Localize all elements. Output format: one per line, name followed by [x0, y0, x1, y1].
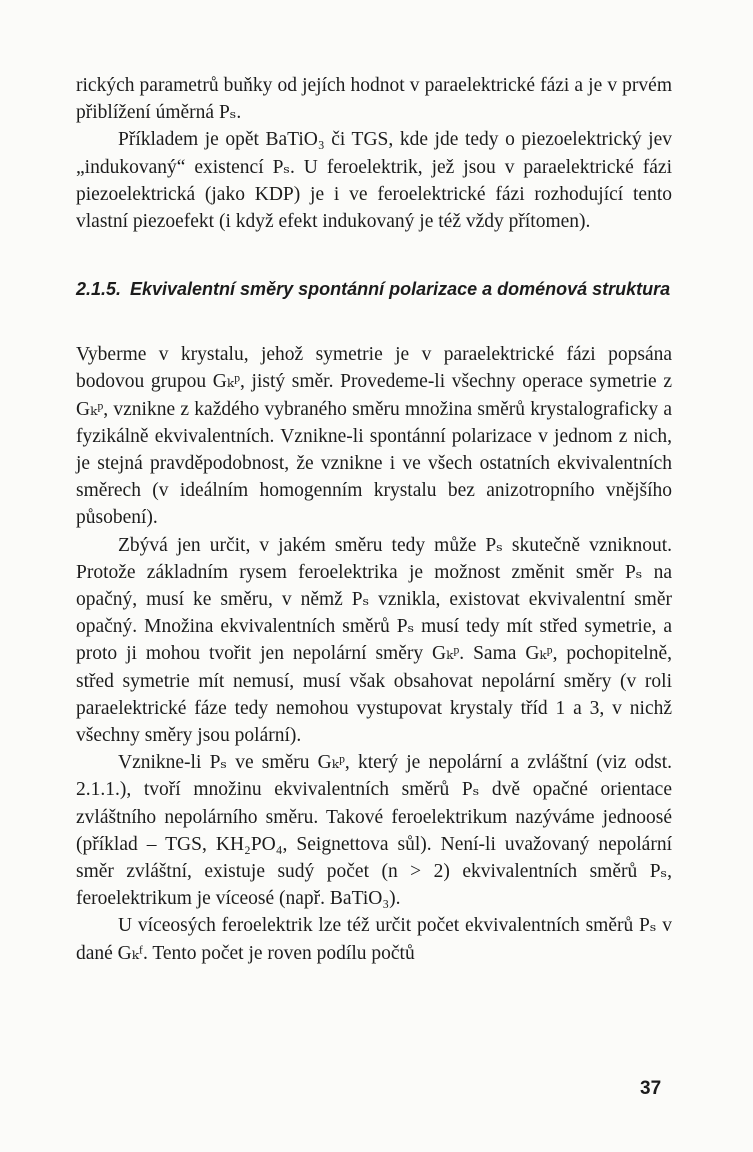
- section-title: Ekvivalentní směry spontánní polarizace a doménová struktura: [130, 279, 671, 300]
- paragraph-2: Příkladem je opět BaTiO₃ či TGS, kde jde tedy o piezoelektrický jev „indukovaný“ existencí Pₛ. U feroelektrik, jež jsou v paraelektrické fázi piezoelektrická (jako KDP) je i ve feroelektrické fázi rozhodující tento vlastní piezoefekt (i když efekt indukovaný je též vždy přítomen).: [76, 129, 672, 233]
- paragraph-5: Vznikne-li Pₛ ve směru Gₖᵖ, který je nepolární a zvláštní (viz odst. 2.1.1.), tvoří množinu ekvivalentních směrů Pₛ dvě opačné orientace zvláštního nepolárního směru. Takové feroelektrikum nazýváme jednoosé (příklad – TGS, KH₂PO₄, Seignettova sůl). Není-li uvažovaný nepolární směr zvláštní, existuje sudý počet (n > 2) ekvivalentních směrů Pₛ, feroelektrikum je víceosé (např. BaTiO₃).: [76, 752, 672, 910]
- paragraph-3: Vyberme v krystalu, jehož symetrie je v paraelektrické fázi popsána bodovou grupou Gₖᵖ, jistý směr. Provedeme-li všechny operace symetrie z Gₖᵖ, vznikne z každého vybraného směru množina směrů krystalograficky a fyzikálně ekvivalentních. Vznikne-li spontánní polarizace v jednom z nich, je stejná pravděpodobnost, že vznikne i ve všech ostatních ekvivalentních směrech (v ideálním homogenním krystalu bez anizotropního vnějšího působení).: [76, 344, 672, 529]
- page-body: [76, 72, 672, 967]
- section-number: 2.1.5.: [76, 279, 122, 300]
- paragraph-4: Zbývá jen určit, v jakém směru tedy může Pₛ skutečně vzniknout. Protože základním rysem feroelektrika je možnost změnit směr Pₛ na opačný, musí ke směru, v němž Pₛ vznikla, existovat ekvivalentní směr opačný. Množina ekvivalentních směrů Pₛ musí tedy mít střed symetrie, a proto ji mohou tvořit jen nepolární směry Gₖᵖ. Sama Gₖᵖ, pochopitelně, střed symetrie mít nemusí, musí však obsahovat nepolární směry (v roli paraelektrické fáze tedy nemohou vystupovat krystaly tříd 1 a 3, v nichž všechny směry jsou polární).: [76, 534, 672, 747]
- page-number: 37: [640, 1078, 662, 1099]
- paragraph-1: rických parametrů buňky od jejích hodnot v paraelektrické fázi a je v prvém přiblížení úměrná Pₛ.: [76, 75, 672, 124]
- paragraph-6: U víceosých feroelektrik lze též určit počet ekvivalentních směrů Pₛ v dané Gₖᶠ. Tento počet je roven podílu počtů: [76, 915, 672, 964]
- section-heading: [76, 275, 672, 303]
